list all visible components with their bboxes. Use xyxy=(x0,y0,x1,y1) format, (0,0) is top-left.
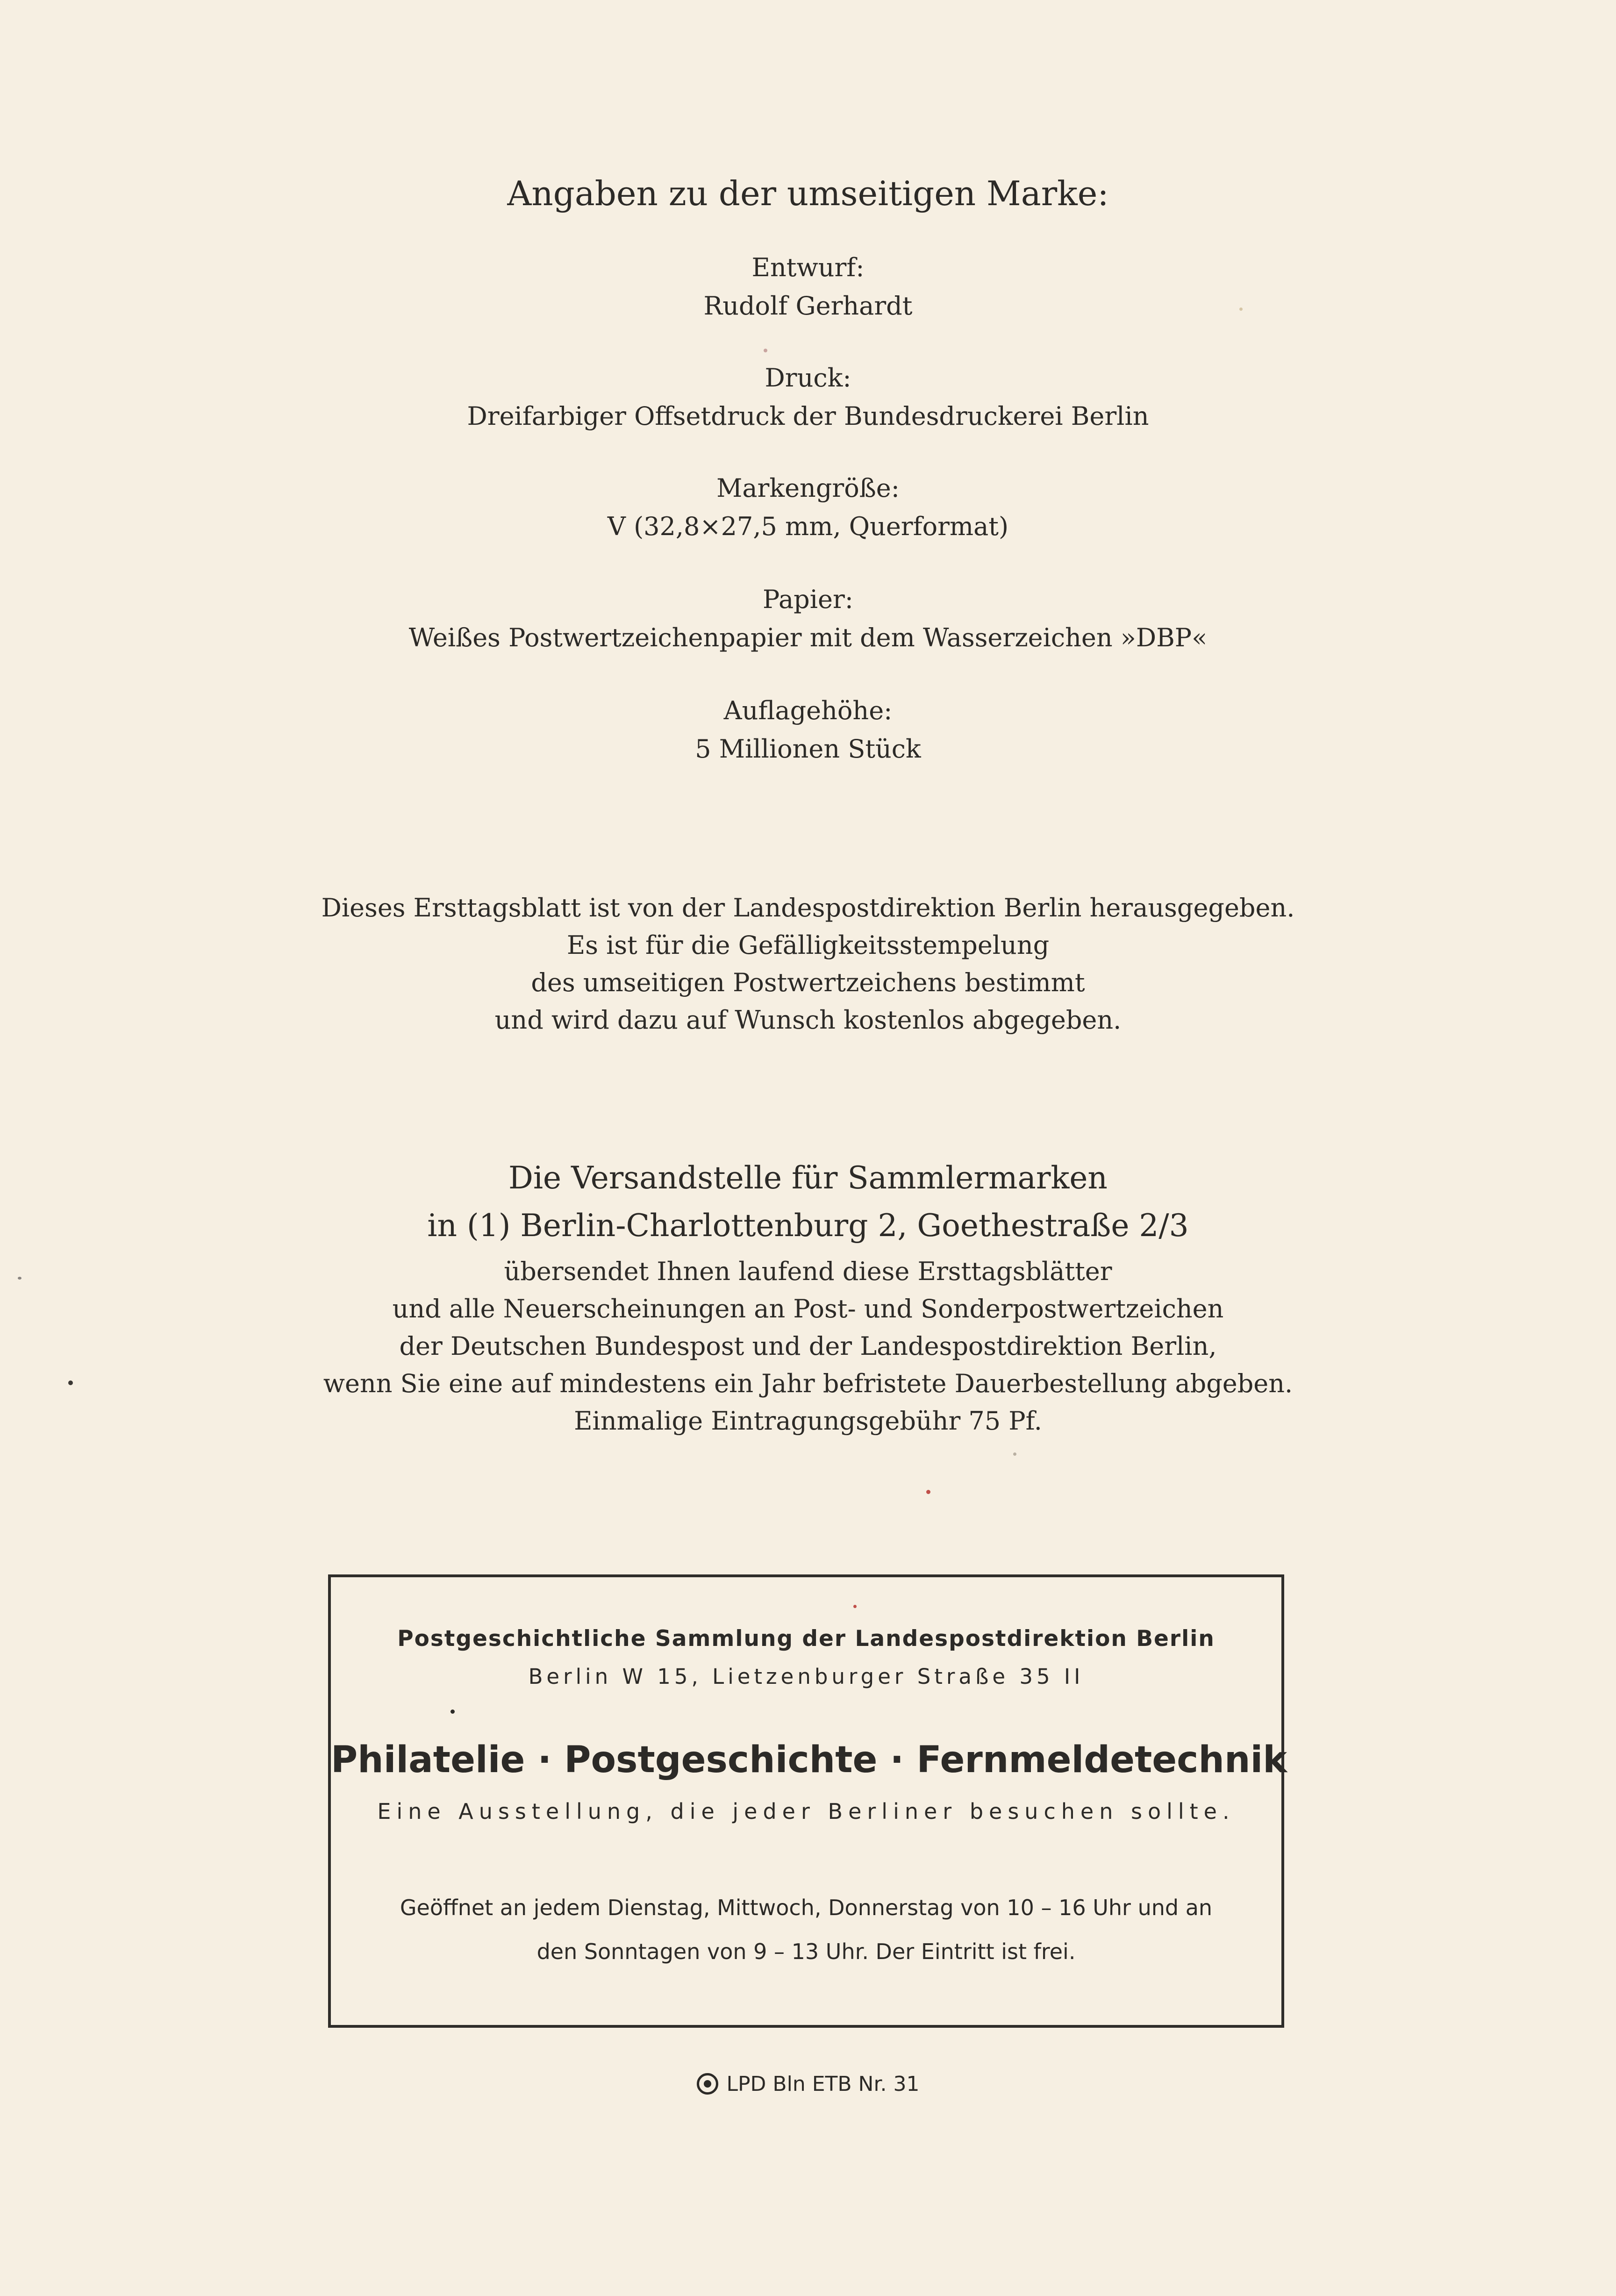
detail-label-druck: Druck: xyxy=(765,363,851,393)
detail-value-auflage: 5 Millionen Stück xyxy=(695,734,921,764)
detail-label-markengroesse: Markengröße: xyxy=(716,473,900,503)
versand-body-line: und alle Neuerscheinungen an Post- und Sonderpostwertzeichen xyxy=(392,1294,1224,1323)
museum-title: Postgeschichtliche Sammlung der Landespostdirektion Berlin xyxy=(397,1626,1215,1652)
versand-body-line: wenn Sie eine auf mindestens ein Jahr befristete Dauerbestellung abgeben. xyxy=(323,1369,1293,1398)
museum-address: Berlin W 15, Lietzenburger Straße 35 II xyxy=(528,1664,1084,1689)
notice-line: Es ist für die Gefälligkeitsstempelung xyxy=(566,930,1050,960)
detail-value-druck: Dreifarbiger Offsetdruck der Bundesdruckerei Berlin xyxy=(467,401,1149,431)
paper-speck xyxy=(68,1380,73,1385)
post-emblem-icon xyxy=(697,2073,718,2095)
detail-label-auflage: Auflagehöhe: xyxy=(723,696,893,725)
paper-speck xyxy=(1239,308,1243,311)
paper-speck xyxy=(1013,1452,1016,1456)
paper-speck xyxy=(18,1277,21,1280)
paper-speck xyxy=(926,1490,930,1494)
museum-subline: Eine Ausstellung, die jeder Berliner besuchen sollte. xyxy=(377,1799,1235,1824)
detail-value-markengroesse: V (32,8×27,5 mm, Querformat) xyxy=(607,512,1009,541)
versand-body-line: übersendet Ihnen laufend diese Ersttagsblätter xyxy=(504,1257,1112,1286)
page-heading: Angaben zu der umseitigen Marke: xyxy=(507,174,1109,213)
paper-speck xyxy=(853,1605,857,1608)
detail-value-papier: Weißes Postwertzeichenpapier mit dem Wasserzeichen »DBP« xyxy=(408,623,1208,652)
versand-title-line: Die Versandstelle für Sammlermarken xyxy=(508,1160,1108,1196)
paper-speck xyxy=(764,349,767,352)
notice-line: und wird dazu auf Wunsch kostenlos abgegeben. xyxy=(494,1005,1122,1035)
museum-info-box xyxy=(328,1574,1287,2028)
footer xyxy=(0,2073,1616,2095)
detail-value-entwurf: Rudolf Gerhardt xyxy=(703,291,913,321)
footer-reference: LPD Bln ETB Nr. 31 xyxy=(726,2072,920,2096)
detail-label-entwurf: Entwurf: xyxy=(751,253,865,282)
museum-hours-line: den Sonntagen von 9 – 13 Uhr. Der Eintritt ist frei. xyxy=(536,1939,1076,1964)
notice-line: des umseitigen Postwertzeichens bestimmt xyxy=(531,968,1085,997)
versand-body-line: der Deutschen Bundespost und der Landespostdirektion Berlin, xyxy=(399,1331,1217,1361)
museum-headline: Philatelie · Postgeschichte · Fernmeldetechnik xyxy=(331,1739,1287,1781)
detail-label-papier: Papier: xyxy=(763,585,853,614)
museum-hours-line: Geöffnet an jedem Dienstag, Mittwoch, Donnerstag von 10 – 16 Uhr und an xyxy=(400,1895,1213,1920)
versand-title-line: in (1) Berlin-Charlottenburg 2, Goethestraße 2/3 xyxy=(427,1208,1189,1244)
notice-line: Dieses Ersttagsblatt ist von der Landespostdirektion Berlin herausgegeben. xyxy=(321,893,1295,923)
versand-body-line: Einmalige Eintragungsgebühr 75 Pf. xyxy=(574,1406,1042,1436)
paper-speck xyxy=(450,1709,455,1714)
